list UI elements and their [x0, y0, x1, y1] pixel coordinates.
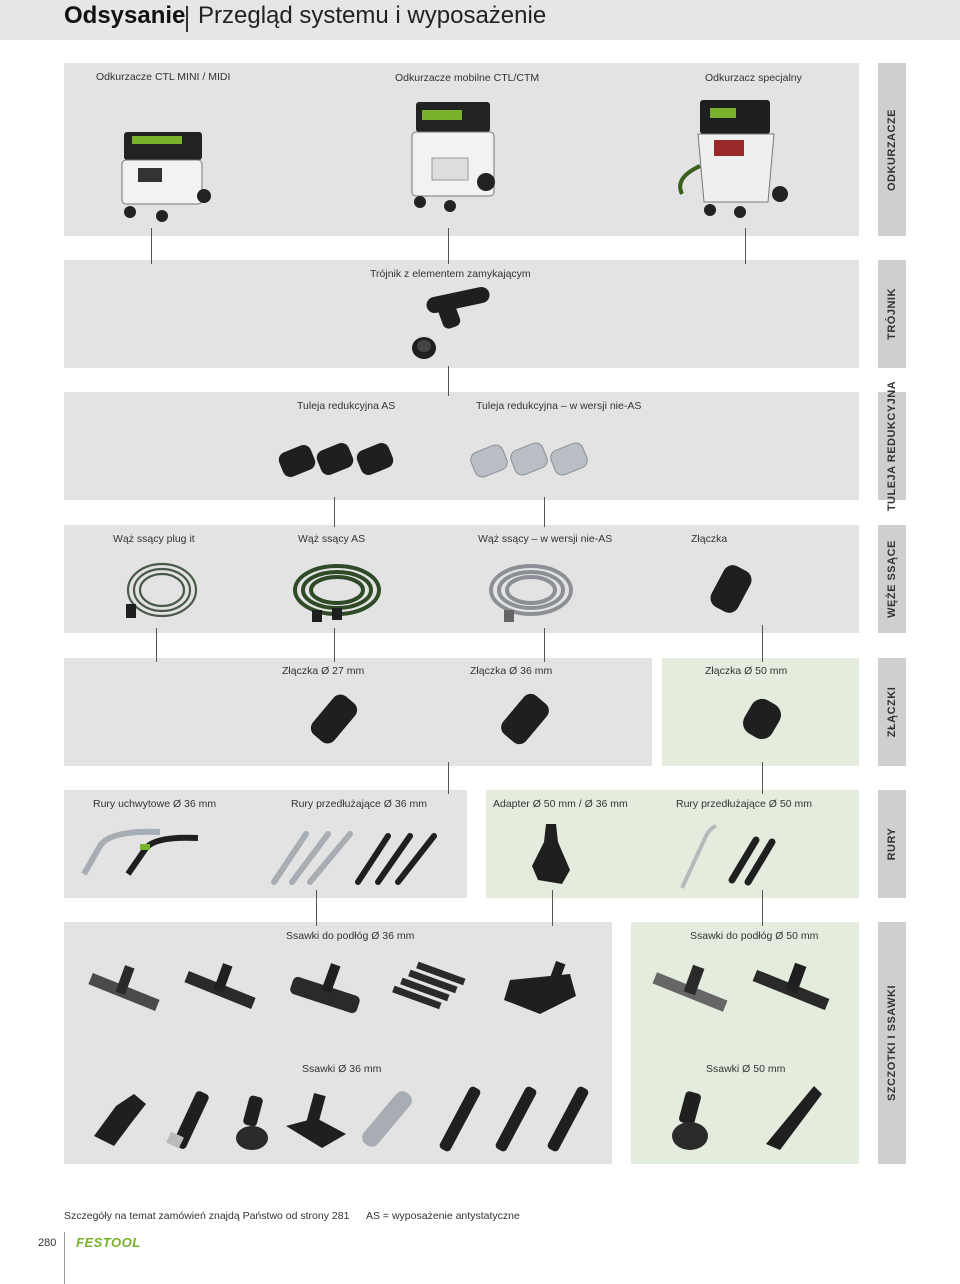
- label-zlaczka: Złączka: [691, 533, 728, 545]
- connector-line: [544, 628, 545, 662]
- connector-line: [316, 890, 317, 926]
- ssawka-brush-icon: [232, 1094, 274, 1152]
- tab-rury: [878, 790, 906, 898]
- rury-przedl-50-icon: [676, 822, 776, 892]
- label-zlaczka-27: Złączka Ø 27 mm: [282, 665, 365, 677]
- turbo-brush-icon: [500, 960, 580, 1020]
- floor-nozzle-3-icon: [288, 962, 364, 1018]
- label-rury-uchwytowe: Rury uchwytowe Ø 36 mm: [93, 798, 217, 810]
- vacuum-ctl-ctm-icon: [406, 98, 498, 214]
- ssawka-crevice-1-icon: [438, 1084, 484, 1154]
- connector-line: [448, 228, 449, 264]
- label-zlaczka-50: Złączka Ø 50 mm: [705, 665, 788, 677]
- tab-label: RURY: [886, 827, 898, 861]
- ssawka-crevice-3-icon: [546, 1084, 592, 1154]
- floor-nozzle-set-icon: [390, 964, 470, 1020]
- tuleja-nie-as-icon: [470, 434, 590, 484]
- label-ctl-mini-midi: Odkurzacze CTL MINI / MIDI: [96, 71, 231, 83]
- tab-trojnik: [878, 260, 906, 368]
- label-tuleja-nie-as: Tuleja redukcyjna – w wersji nie-AS: [476, 400, 642, 412]
- page-number: 280: [38, 1237, 57, 1249]
- connector-line: [156, 628, 157, 662]
- ssawka-2-icon: [166, 1088, 216, 1150]
- label-tuleja-as: Tuleja redukcyjna AS: [297, 400, 396, 412]
- connector-line: [334, 628, 335, 662]
- adapter-icon: [526, 822, 576, 886]
- rury-przedl-36-icon: [270, 830, 440, 886]
- footer-legend: AS = wyposażenie antystatyczne: [366, 1210, 520, 1222]
- hose-as-icon: [292, 562, 382, 624]
- zlaczka-50-icon: [738, 694, 788, 744]
- festool-logo: FESTOOL: [76, 1235, 141, 1250]
- vacuum-ctl-mini-icon: [118, 124, 214, 224]
- connector-line: [552, 890, 553, 926]
- connector-line: [762, 625, 763, 662]
- tuleja-as-icon: [278, 434, 398, 484]
- tab-weze: [878, 525, 906, 633]
- tab-label: ZŁĄCZKI: [886, 686, 898, 738]
- connector-line: [762, 762, 763, 794]
- ssawka-crevice-gray-icon: [358, 1086, 420, 1152]
- label-waz-as: Wąż ssący AS: [298, 533, 366, 545]
- label-zlaczka-36: Złączka Ø 36 mm: [470, 665, 553, 677]
- panel-tuleja: [64, 392, 859, 500]
- label-ssawki-50: Ssawki Ø 50 mm: [706, 1063, 786, 1075]
- zlaczka-icon: [706, 560, 760, 616]
- footer-note: Szczegóły na temat zamówień znajdą Państwo od strony 281: [64, 1210, 350, 1222]
- page-subtitle: Przegląd systemu i wyposażenie: [198, 2, 547, 29]
- title-separator: [186, 6, 188, 32]
- ssawka-50-brush-icon: [668, 1090, 714, 1152]
- trojnik-icon: [406, 286, 490, 364]
- tab-label: ODKURZACZE: [886, 108, 898, 191]
- zlaczka-27-icon: [308, 690, 368, 748]
- label-ssawki-36: Ssawki Ø 36 mm: [302, 1063, 382, 1075]
- hose-plug-it-icon: [124, 560, 200, 624]
- ssawka-crevice-2-icon: [494, 1084, 540, 1154]
- footer-rule: [64, 1232, 65, 1284]
- label-rury-przedl-50: Rury przedłużające Ø 50 mm: [676, 798, 812, 810]
- connector-line: [745, 228, 746, 264]
- tab-label: SZCZOTKI I SSAWKI: [886, 984, 898, 1102]
- connector-line: [762, 890, 763, 926]
- floor-nozzle-50-1-icon: [650, 964, 730, 1020]
- ssawka-1-icon: [92, 1088, 150, 1150]
- tab-zlaczki: [878, 658, 906, 766]
- floor-nozzle-1-icon: [86, 964, 162, 1020]
- label-waz-plug-it: Wąż ssący plug it: [113, 533, 195, 545]
- floor-nozzle-50-2-icon: [750, 962, 832, 1018]
- tab-label: TRÓJNIK: [886, 288, 898, 340]
- zlaczka-36-icon: [498, 690, 558, 748]
- vacuum-special-icon: [670, 94, 794, 220]
- label-waz-nie-as: Wąż ssący – w wersji nie-AS: [478, 533, 613, 545]
- tab-tuleja: [878, 380, 906, 512]
- page-title: Odsysanie: [64, 2, 186, 29]
- floor-nozzle-2-icon: [182, 962, 258, 1018]
- ssawka-upholstery-icon: [282, 1092, 348, 1150]
- tab-label: TULEJA REDUKCYJNA: [886, 380, 898, 512]
- tab-label: WĘŻE SSĄCE: [886, 540, 898, 618]
- connector-line: [334, 497, 335, 527]
- rury-uchwytowe-icon: [80, 826, 204, 878]
- connector-line: [151, 228, 152, 264]
- hose-nie-as-icon: [488, 562, 574, 624]
- label-trojnik: Trójnik z elementem zamykającym: [370, 268, 531, 280]
- label-ssawki-podlog-36: Ssawki do podłóg Ø 36 mm: [286, 930, 415, 942]
- connector-line: [448, 366, 449, 396]
- label-ctl-ctm: Odkurzacze mobilne CTL/CTM: [395, 72, 540, 84]
- label-adapter: Adapter Ø 50 mm / Ø 36 mm: [493, 798, 628, 810]
- label-rury-przedl-36: Rury przedłużające Ø 36 mm: [291, 798, 427, 810]
- connector-line: [544, 497, 545, 527]
- tab-odkurzacze: [878, 63, 906, 236]
- panel-ssawki-50: [631, 922, 859, 1164]
- tab-szczotki: [878, 922, 906, 1164]
- label-ssawki-podlog-50: Ssawki do podłóg Ø 50 mm: [690, 930, 819, 942]
- connector-line: [448, 762, 449, 794]
- ssawka-50-crevice-icon: [762, 1084, 824, 1154]
- label-specjalny: Odkurzacz specjalny: [705, 72, 802, 84]
